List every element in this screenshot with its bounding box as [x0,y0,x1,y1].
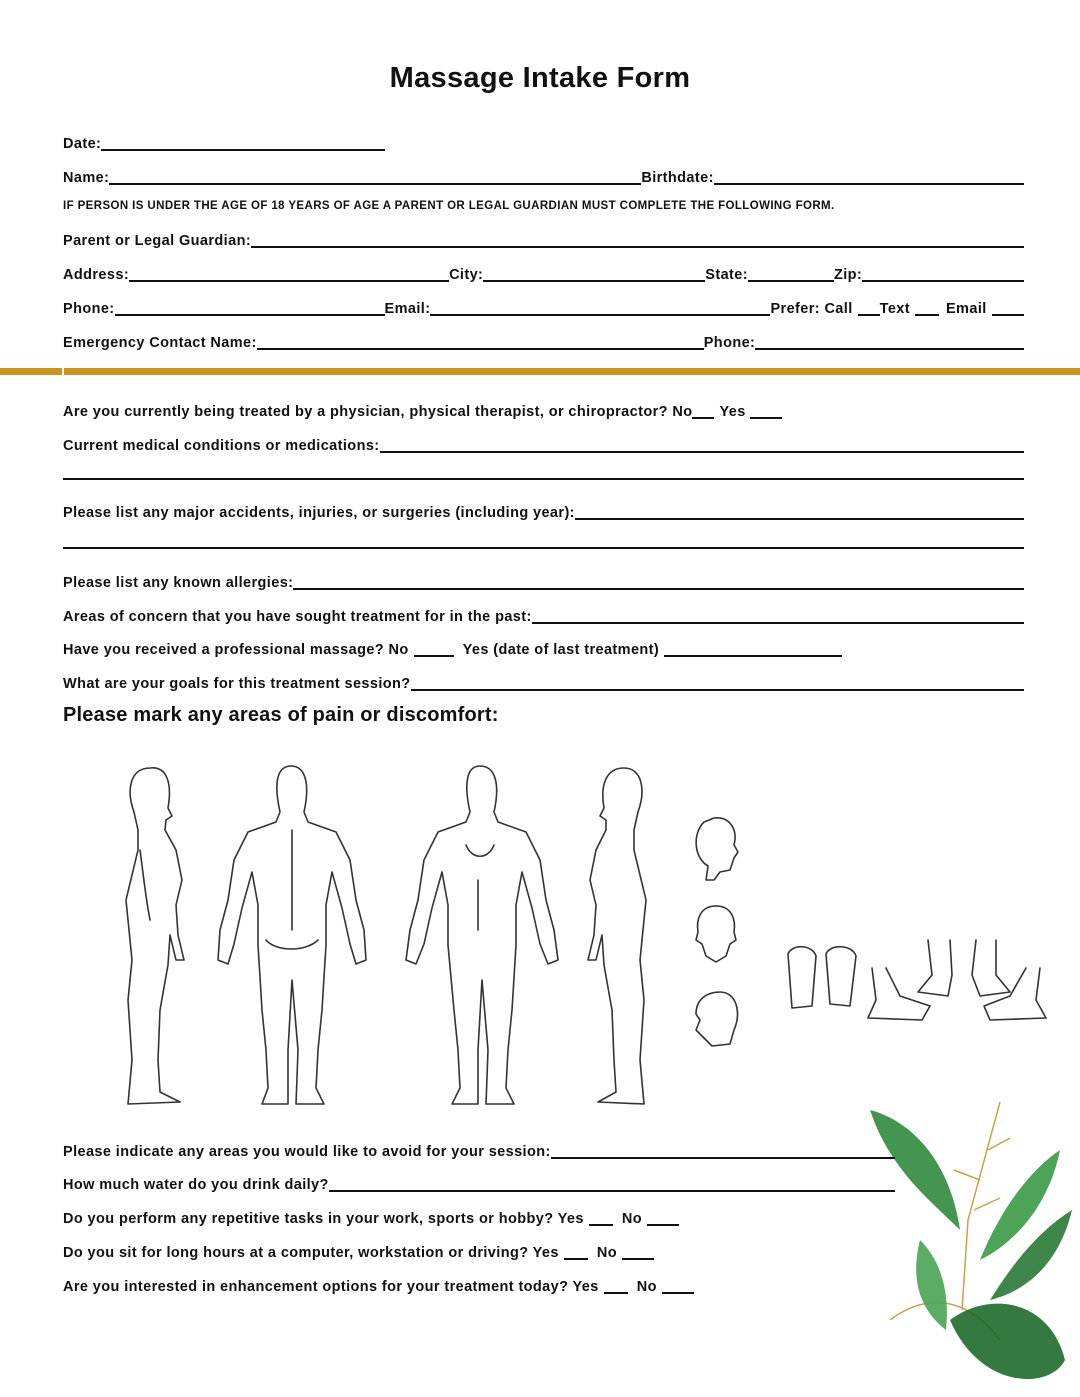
allergies-label: Please list any known allergies: [63,575,294,591]
head-side-left-figure [696,818,738,880]
phone-label: Phone: [63,301,115,317]
repetitive-no-label: No [621,1211,642,1227]
avoid-row [63,1136,895,1160]
feet-front-figure [918,940,1010,996]
state-label: State: [705,267,748,283]
enhance-no-checkline[interactable] [662,1292,694,1294]
repetitive-no-checkline[interactable] [647,1224,679,1226]
accidents-label: Please list any major accidents, injuries, or surgeries (including year): [63,505,575,521]
guardian-label: Parent or Legal Guardian: [63,233,252,249]
sit-question: Do you sit for long hours at a computer, workstation or driving? Yes [63,1245,559,1261]
sit-yes-checkline[interactable] [564,1258,588,1260]
concerns-label: Areas of concern that you have sought treatment for in the past: [63,609,532,625]
avoid-input-line[interactable] [551,1157,895,1159]
repetitive-row [63,1203,1024,1227]
water-label: How much water do you drink daily? [63,1177,329,1193]
email-label: Email: [384,301,431,317]
massage-yes-label: Yes (date of last treatment) [462,642,660,658]
head-front-figure [696,906,736,962]
pain-heading: Please mark any areas of pain or discomfort: [63,704,499,726]
sit-no-checkline[interactable] [622,1258,654,1260]
goals-label: What are your goals for this treatment session? [63,676,411,692]
page-title: Massage Intake Form [389,62,691,94]
repetitive-question: Do you perform any repetitive tasks in your work, sports or hobby? Yes [63,1211,584,1227]
prefer-call-label: Prefer: Call [770,301,853,317]
prefer-email-label: Email [945,301,987,317]
massage-question: Have you received a professional massage? No [63,642,409,658]
body-side-left-figure [126,768,184,1104]
prefer-text-label: Text [879,301,910,317]
body-front-figure [406,766,558,1104]
date-label: Date: [63,136,102,152]
enhance-row [63,1271,1024,1295]
water-row [63,1169,895,1193]
name-label: Name: [63,170,110,186]
sit-no-label: No [596,1245,617,1261]
enhance-no-label: No [636,1279,657,1295]
emergency-phone-label: Phone: [703,335,756,351]
minor-notice: IF PERSON IS UNDER THE AGE OF 18 YEARS OF AGE A PARENT OR LEGAL GUARDIAN MUST COMPLETE THE FOLLOWING FORM. [63,200,835,212]
enhance-yes-checkline[interactable] [604,1292,628,1294]
body-back-figure [218,766,366,1104]
water-input-line[interactable] [329,1190,895,1192]
city-label: City: [449,267,484,283]
head-side-right-figure [696,992,738,1046]
feet-soles-figure [788,947,856,1008]
zip-label: Zip: [833,267,863,283]
treated-question: Are you currently being treated by a physician, physical therapist, or chiropractor? No [63,404,693,420]
sit-row [63,1237,1024,1261]
emergency-contact-label: Emergency Contact Name: [63,335,257,351]
address-label: Address: [63,267,130,283]
enhance-question: Are you interested in enhancement options for your treatment today? Yes [63,1279,599,1295]
feet-side-figure [868,968,1046,1020]
treated-yes-label: Yes [719,404,746,420]
repetitive-yes-checkline[interactable] [589,1224,613,1226]
conditions-label: Current medical conditions or medications: [63,438,380,454]
birthdate-label: Birthdate: [641,170,714,186]
body-side-right-figure [588,768,646,1104]
avoid-label: Please indicate any areas you would like to avoid for your session: [63,1144,551,1160]
